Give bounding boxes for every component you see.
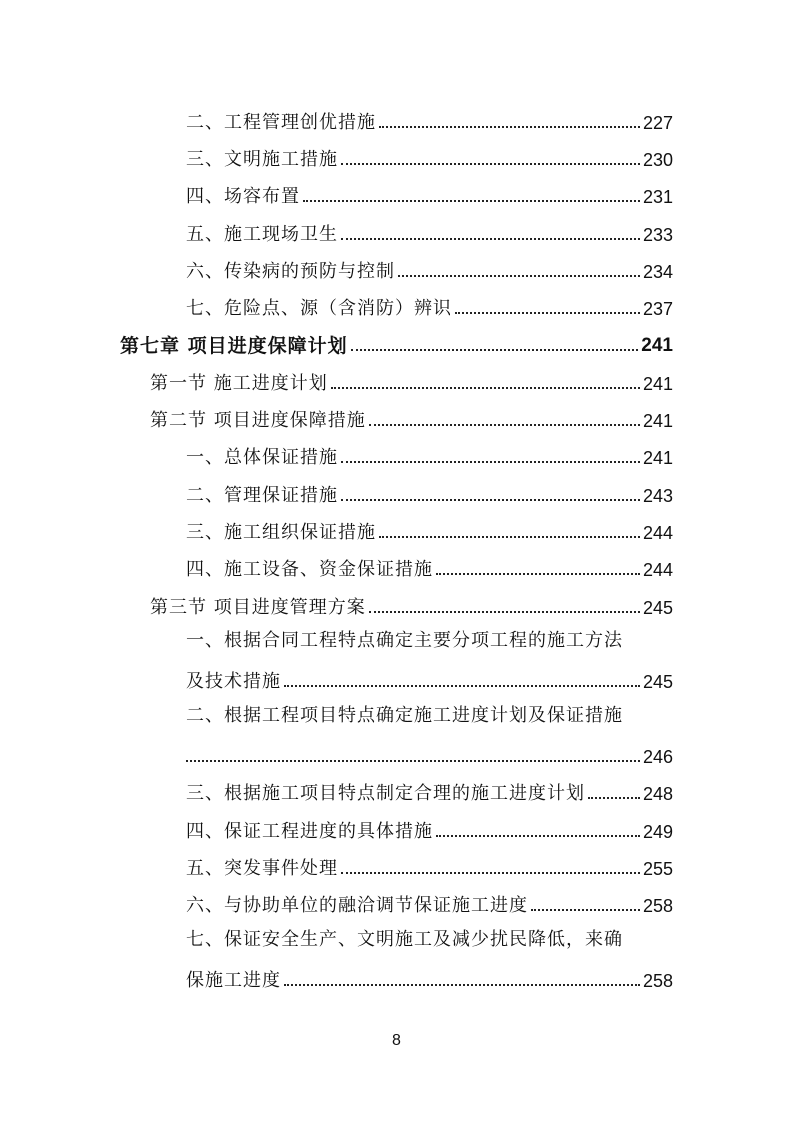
dot-leader (436, 835, 640, 837)
toc-entry-page: 255 (642, 859, 673, 879)
toc-entry-page: 234 (642, 262, 673, 282)
toc-entry-page: 241 (641, 335, 673, 356)
toc-entry-page: 233 (642, 225, 673, 245)
toc-entry[interactable] (186, 962, 673, 992)
dot-leader (341, 163, 640, 165)
toc-entry-page: 246 (642, 747, 673, 767)
toc-section-entry[interactable] (150, 365, 673, 395)
toc-entry-label: 一、总体保证措施 (186, 447, 338, 468)
toc-entry-page: 241 (642, 374, 673, 394)
dot-leader (341, 461, 640, 463)
toc-entry-page: 231 (642, 187, 673, 207)
toc-entry-label: 第七章 项目进度保障计划 (120, 335, 348, 357)
toc-entry-page: 245 (642, 598, 673, 618)
toc-entry-page: 241 (642, 411, 673, 431)
dot-leader (436, 573, 640, 575)
dot-leader (284, 685, 640, 687)
toc-entry-label: 第三节 项目进度管理方案 (150, 597, 366, 618)
toc-section-entry[interactable] (150, 402, 673, 432)
toc-entry-page: 230 (642, 150, 673, 170)
toc-entry-page: 244 (642, 560, 673, 580)
dot-leader (455, 312, 640, 314)
toc-entry-page: 249 (642, 822, 673, 842)
toc-entry[interactable] (186, 216, 673, 246)
toc-entry-page: 227 (642, 113, 673, 133)
toc-entry-label-line1[interactable]: 一、根据合同工程特点确定主要分项工程的施工方法 (186, 630, 623, 651)
toc-entry-page: 243 (642, 486, 673, 506)
toc-entry[interactable] (186, 551, 673, 581)
toc-entry[interactable] (186, 141, 673, 171)
dot-leader (284, 984, 640, 986)
dot-leader (588, 797, 640, 799)
dot-leader (341, 238, 640, 240)
dot-leader (369, 424, 640, 426)
toc-entry-label-line2: 及技术措施 (186, 671, 281, 692)
dot-leader (369, 611, 640, 613)
toc-entry-page: 258 (642, 896, 673, 916)
toc-entry-label: 第一节 施工进度计划 (150, 373, 328, 394)
dot-leader (303, 200, 640, 202)
toc-entry-label: 四、施工设备、资金保证措施 (186, 559, 433, 580)
dot-leader (186, 760, 640, 762)
toc-entry-label: 二、管理保证措施 (186, 485, 338, 506)
toc-entry[interactable] (186, 887, 673, 917)
toc-entry[interactable] (186, 850, 673, 880)
toc-entry-label: 三、根据施工项目特点制定合理的施工进度计划 (186, 783, 585, 804)
toc-entry-page: 241 (642, 448, 673, 468)
dot-leader (379, 536, 640, 538)
toc-chapter-entry[interactable] (120, 327, 673, 357)
toc-entry[interactable] (186, 775, 673, 805)
toc-entry-page: 245 (642, 672, 673, 692)
dot-leader (341, 872, 640, 874)
toc-entry-label: 六、与协助单位的融洽调节保证施工进度 (186, 895, 528, 916)
page-number: 8 (392, 1032, 401, 1049)
toc-entry-label: 七、危险点、源（含消防）辨识 (186, 298, 452, 319)
toc-entry-label-line2: 保施工进度 (186, 970, 281, 991)
toc-entry[interactable] (186, 290, 673, 320)
toc-entry[interactable] (186, 439, 673, 469)
toc-entry[interactable] (186, 663, 673, 693)
toc-entry-label: 三、施工组织保证措施 (186, 522, 376, 543)
toc-entry[interactable] (186, 514, 673, 544)
dot-leader (351, 349, 639, 351)
dot-leader (341, 499, 640, 501)
toc-entry-label-line1[interactable]: 七、保证安全生产、文明施工及减少扰民降低，来确 (186, 929, 623, 950)
toc-entry-label: 三、文明施工措施 (186, 149, 338, 170)
toc-entry[interactable] (186, 738, 673, 768)
toc-entry-page: 248 (642, 784, 673, 804)
toc-entry-label: 五、突发事件处理 (186, 858, 338, 879)
toc-entry-label: 五、施工现场卫生 (186, 224, 338, 245)
toc-entry[interactable] (186, 253, 673, 283)
toc-entry-label: 四、保证工程进度的具体措施 (186, 821, 433, 842)
toc-entry[interactable] (186, 178, 673, 208)
toc-entry-page: 258 (642, 971, 673, 991)
dot-leader (398, 275, 640, 277)
toc-entry-label: 六、传染病的预防与控制 (186, 261, 395, 282)
toc-entry-page: 237 (642, 299, 673, 319)
toc-entry-label: 四、场容布置 (186, 186, 300, 207)
dot-leader (379, 126, 640, 128)
toc-entry[interactable] (186, 813, 673, 843)
toc-entry-label: 第二节 项目进度保障措施 (150, 410, 366, 431)
toc-entry-label-line1[interactable]: 二、根据工程项目特点确定施工进度计划及保证措施 (186, 705, 623, 726)
dot-leader (331, 387, 640, 389)
toc-entry-page: 244 (642, 523, 673, 543)
toc-section-entry[interactable] (150, 589, 673, 619)
toc-entry[interactable] (186, 104, 673, 134)
dot-leader (531, 909, 640, 911)
toc-entry[interactable] (186, 477, 673, 507)
toc-entry-label: 二、工程管理创优措施 (186, 112, 376, 133)
